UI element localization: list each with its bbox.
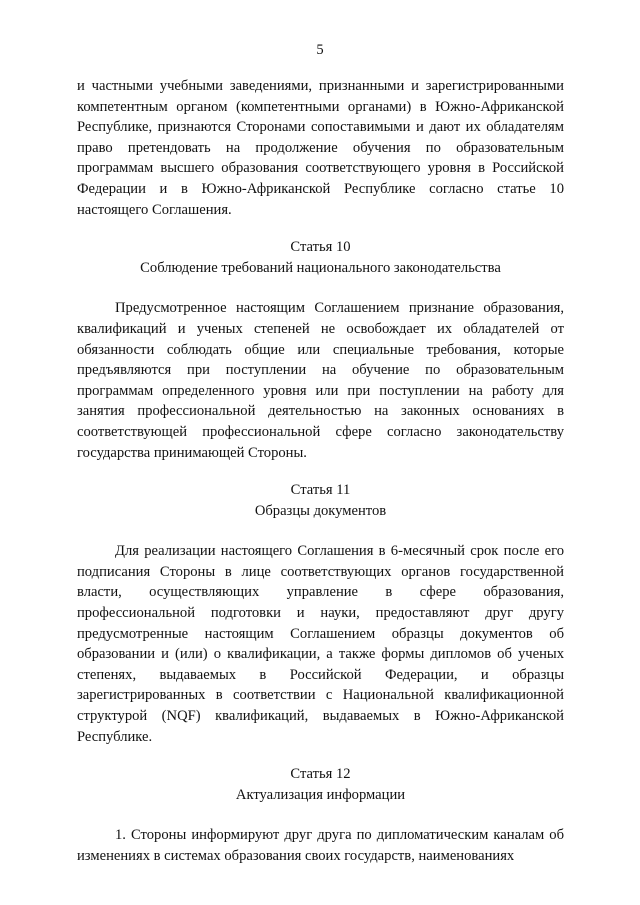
article-11-number: Статья 11: [290, 482, 351, 499]
article-11-paragraph: Для реализации настоящего Соглашения в 6-месячный срок после его подписания Стороны в лице соответствующих органов государственной власти, осуществляющих управление в сфере образования, профессиональной подготовки и науки, предоставляют друг другу предусмотренные настоящим Соглашением образцы документов об образовании и (или) о квалификации, а также формы дипломов об ученых степенях, выдаваемых в Российской Федерации, и образцы зарегистрированных в соответствии с Национальной квалификационной структурой (NQF) квалификаций, выдаваемых в Южно-Африканской Республике.: [77, 543, 564, 745]
article-10-title: Соблюдение требований национального законодательства: [140, 259, 501, 276]
article-10-number: Статья 10: [290, 239, 351, 256]
article-12-paragraph: 1. Стороны информируют друг друга по дипломатическим каналам об изменениях в системах образования своих государств, наименованиях: [77, 827, 564, 864]
article-12-number: Статья 12: [290, 766, 351, 783]
page-number: 5: [316, 42, 324, 58]
opening-paragraph: и частными учебными заведениями, признанными и зарегистрированными компетентным органом (компетентными органами) в Южно-Африканской Республике, признаются Сторонами сопоставимыми и дают их обладателям право претендовать на продолжение обучения по образовательным программам высшего образования соответствующего уровня в Российской Федерации и в Южно-Африканской Республике согласно статье 10 настоящего Соглашения.: [77, 78, 564, 218]
article-10-paragraph: Предусмотренное настоящим Соглашением признание образования, квалификаций и ученых степеней не освобождает их обладателей от обязанности соблюдать общие или специальные требования, которые предъявляются при поступлении на обучение по образовательным программам определенного уровня или при поступлении на работу для занятия профессиональной деятельностью на законных основаниях в соответствующей профессиональной сфере согласно законодательству государства принимающей Стороны.: [77, 300, 564, 461]
article-11-title: Образцы документов: [254, 502, 387, 519]
article-12-title: Актуализация информации: [235, 786, 406, 803]
document-body: [77, 76, 564, 867]
